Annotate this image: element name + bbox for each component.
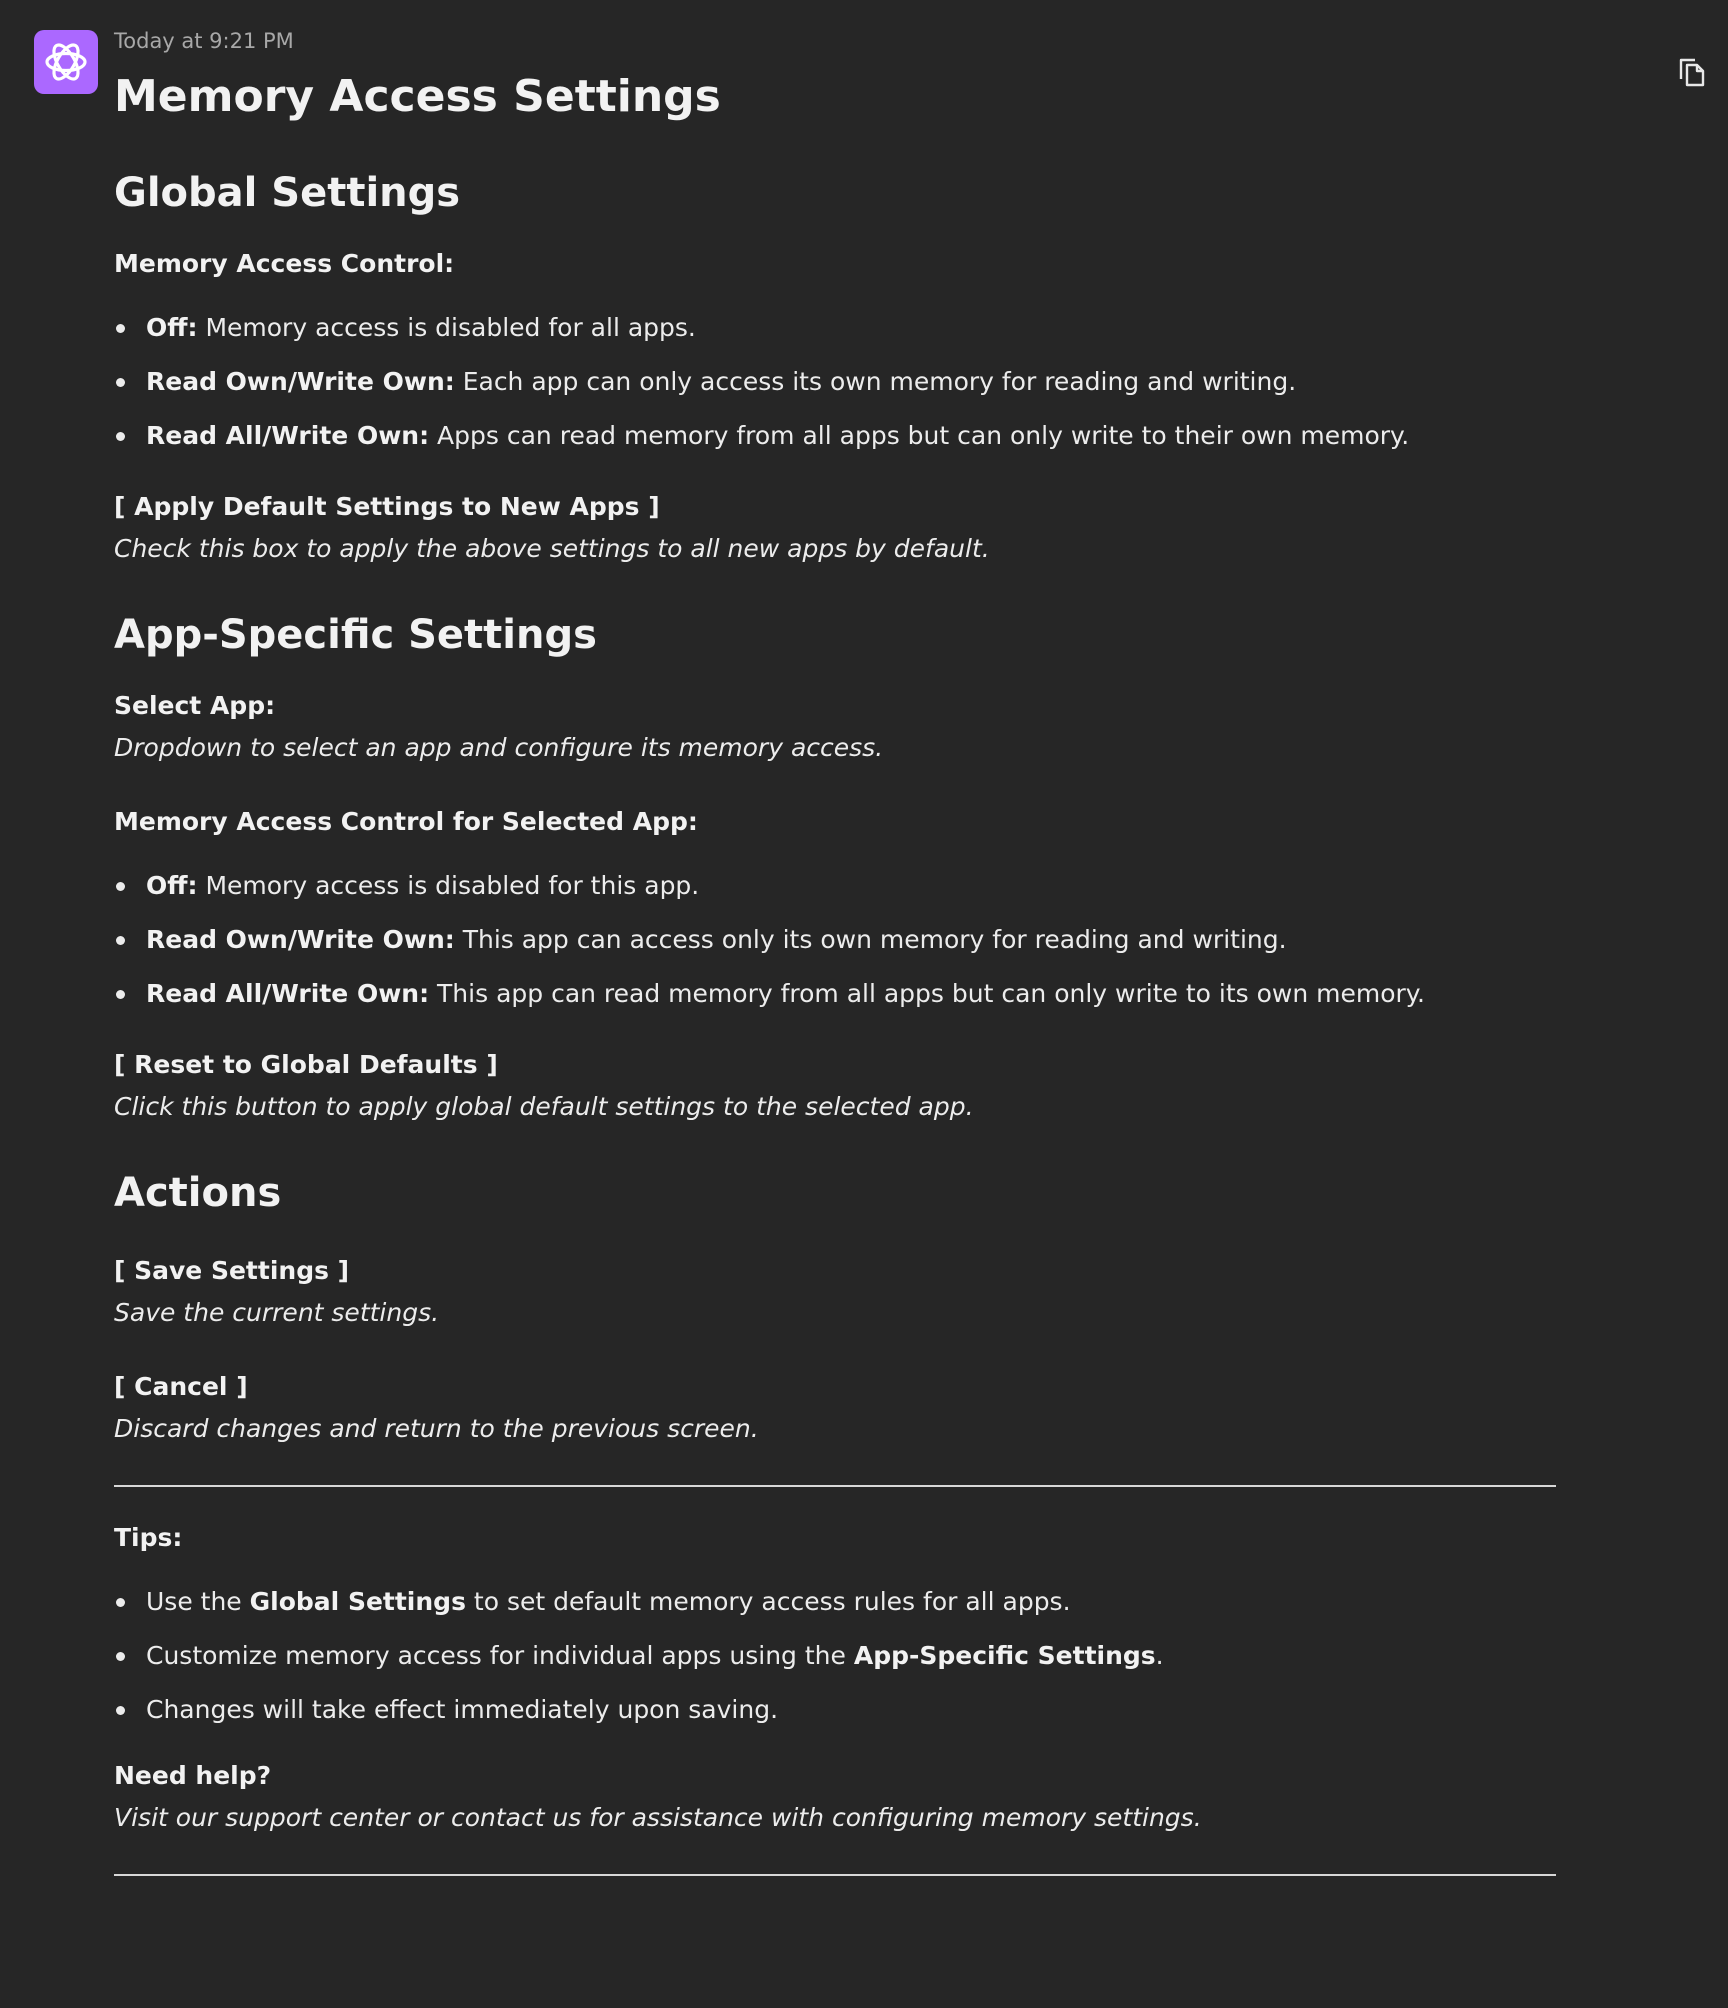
select-app-description: Dropdown to select an app and configure its memory access.: [114, 733, 884, 762]
app-memory-access-control-label: Memory Access Control for Selected App:: [114, 807, 698, 836]
list-item: [146, 1575, 1556, 1629]
actions-heading: Actions: [114, 1170, 282, 1216]
tips-label: Tips:: [114, 1523, 183, 1552]
option-text: Memory access is disabled for all apps.: [197, 313, 696, 342]
list-item: [146, 409, 1556, 463]
tip-text: .: [1155, 1641, 1164, 1670]
option-name: Off:: [146, 871, 198, 900]
list-item: [146, 1629, 1556, 1683]
apply-default-settings-button[interactable]: [ Apply Default Settings to New Apps ]: [114, 492, 660, 521]
option-text: This app can read memory from all apps but can only write to its own memory.: [429, 979, 1425, 1008]
option-text: Each app can only access its own memory for reading and writing.: [454, 367, 1297, 396]
copy-button[interactable]: [1677, 56, 1707, 88]
option-name: Read All/Write Own:: [146, 421, 430, 450]
list-item: [146, 301, 1556, 355]
need-help-label: Need help?: [114, 1761, 272, 1790]
memory-access-control-label: Memory Access Control:: [114, 249, 455, 278]
global-settings-heading: Global Settings: [114, 170, 461, 216]
tip-text: Customize memory access for individual apps using the: [146, 1641, 854, 1670]
app-options-list: [114, 859, 1556, 1021]
list-item: [146, 967, 1556, 1021]
reset-description: Click this button to apply global default settings to the selected app.: [114, 1092, 974, 1121]
list-item: [146, 859, 1556, 913]
page-title: Memory Access Settings: [114, 71, 721, 122]
option-name: Read All/Write Own:: [146, 979, 430, 1008]
need-help-description: Visit our support center or contact us for assistance with configuring memory settings.: [114, 1803, 1202, 1832]
option-text: This app can access only its own memory for reading and writing.: [454, 925, 1287, 954]
divider: [114, 1485, 1556, 1487]
avatar: [34, 30, 98, 94]
list-item: [146, 355, 1556, 409]
option-name: Read Own/Write Own:: [146, 367, 455, 396]
message-content: [114, 26, 1556, 1876]
apply-default-description: Check this box to apply the above settings to all new apps by default.: [114, 534, 990, 563]
option-name: Read Own/Write Own:: [146, 925, 455, 954]
select-app-label: Select App:: [114, 691, 276, 720]
tip-text: to set default memory access rules for all apps.: [465, 1587, 1071, 1616]
list-item: [146, 1683, 1556, 1737]
option-text: Memory access is disabled for this app.: [197, 871, 700, 900]
openai-logo-icon: [41, 37, 91, 87]
tip-text: Changes will take effect immediately upon saving.: [146, 1695, 779, 1724]
divider: [114, 1874, 1556, 1876]
option-name: Off:: [146, 313, 198, 342]
list-item: [146, 913, 1556, 967]
global-options-list: [114, 301, 1556, 463]
tip-text: Use the: [146, 1587, 250, 1616]
tips-list: [114, 1575, 1556, 1737]
message-timestamp: Today at 9:21 PM: [114, 29, 294, 53]
reset-to-global-defaults-button[interactable]: [ Reset to Global Defaults ]: [114, 1050, 498, 1079]
app-specific-settings-heading: App-Specific Settings: [114, 612, 597, 658]
cancel-button[interactable]: [ Cancel ]: [114, 1372, 248, 1401]
option-text: Apps can read memory from all apps but can only write to their own memory.: [429, 421, 1410, 450]
tip-bold: Global Settings: [249, 1587, 466, 1616]
save-settings-button[interactable]: [ Save Settings ]: [114, 1256, 350, 1285]
save-description: Save the current settings.: [114, 1298, 440, 1327]
copy-icon: [1678, 57, 1706, 87]
cancel-description: Discard changes and return to the previous screen.: [114, 1414, 759, 1443]
tip-bold: App-Specific Settings: [853, 1641, 1156, 1670]
